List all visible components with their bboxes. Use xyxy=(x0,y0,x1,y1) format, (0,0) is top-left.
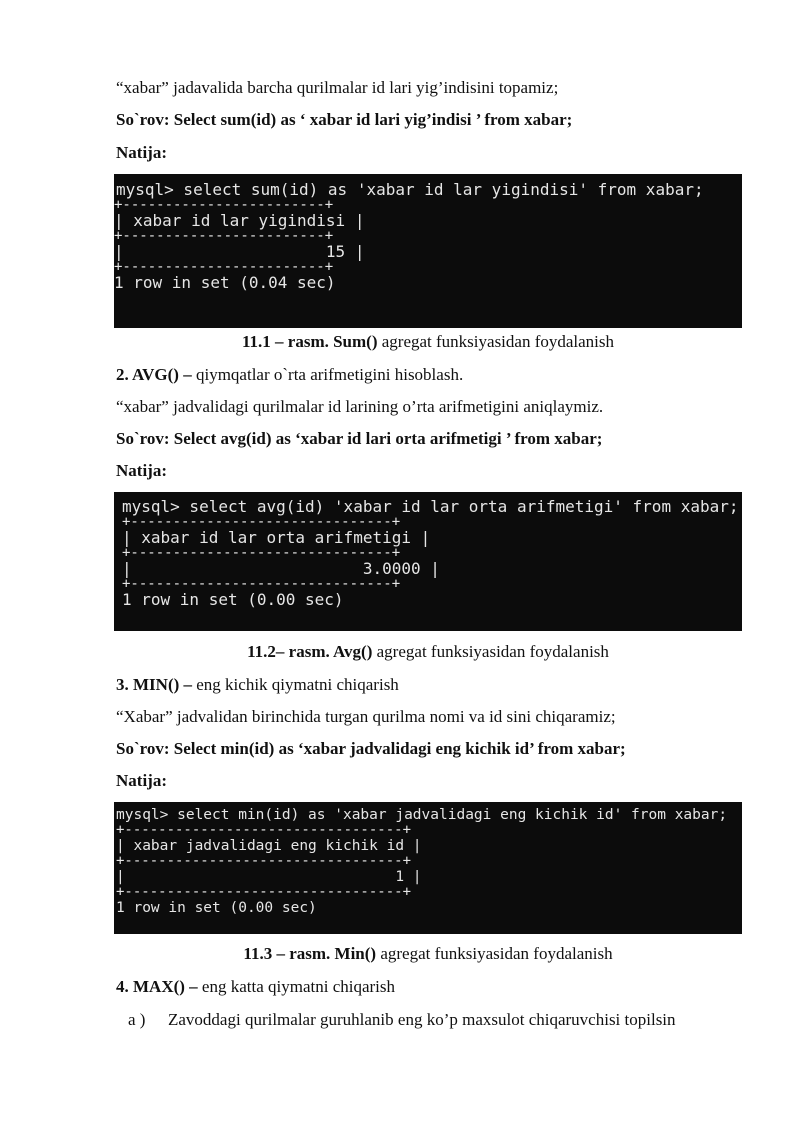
caption-bold: 11.1 – rasm. Sum() xyxy=(241,332,378,351)
terminal-footer: 1 row in set (0.04 sec) xyxy=(114,273,336,292)
heading-rest: eng kichik qiymatni chiqarish xyxy=(192,675,399,694)
figure-caption-2 xyxy=(0,641,800,663)
terminal-screenshot-sum xyxy=(114,174,742,328)
caption-rest: agregat funksiyasidan foydalanish xyxy=(377,332,615,351)
query-text-3: So`rov: Select min(id) as ‘xabar jadvalidagi eng kichik id’ from xabar; xyxy=(116,739,626,758)
list-item-text: Zavoddagi qurilmalar guruhlanib eng ko’p maxsulot chiqaruvchisi topilsin xyxy=(168,1010,676,1029)
terminal-border: +---------------------------------+ xyxy=(116,822,412,838)
terminal-value-row: | 1 | xyxy=(116,869,422,885)
list-item-a xyxy=(128,1009,676,1031)
figure-caption-1 xyxy=(0,331,800,353)
caption-rest: agregat funksiyasidan foydalanish xyxy=(372,642,609,661)
terminal-header: | xabar id lar orta arifmetigi | xyxy=(122,528,431,547)
query-text-1: So`rov: Select sum(id) as ‘ xabar id lari yig’indisi ’ from xabar; xyxy=(116,110,573,129)
terminal-footer: 1 row in set (0.00 sec) xyxy=(122,590,344,609)
result-label-3: Natija: xyxy=(116,771,167,790)
heading-bold: 2. AVG() – xyxy=(116,365,192,384)
terminal-header: | xabar id lar yigindisi | xyxy=(114,211,365,230)
terminal-footer: 1 row in set (0.00 sec) xyxy=(116,900,317,916)
section-heading-4 xyxy=(116,976,395,998)
terminal-header: | xabar jadvalidagi eng kichik id | xyxy=(116,838,422,854)
caption-bold: 11.2– rasm. Avg() xyxy=(247,642,373,661)
terminal-border: +---------------------------------+ xyxy=(116,884,412,900)
terminal-border: +-------------------------------+ xyxy=(122,545,401,561)
terminal-value-row: | 3.0000 | xyxy=(122,559,440,578)
terminal-value-row: | 15 | xyxy=(114,242,365,261)
list-marker: a ) xyxy=(128,1010,146,1029)
section-heading-2 xyxy=(116,364,463,386)
caption-bold: 11.3 – rasm. Min() xyxy=(243,944,377,963)
terminal-screenshot-avg xyxy=(114,492,742,631)
heading-bold: 4. MAX() – xyxy=(116,977,198,996)
terminal-command: mysql> select avg(id) 'xabar id lar orta arifmetigi' from xabar; xyxy=(122,497,739,516)
section-heading-3 xyxy=(116,674,399,696)
terminal-border: +-------------------------------+ xyxy=(122,576,401,592)
query-text-2: So`rov: Select avg(id) as ‘xabar id lari orta arifmetigi ’ from xabar; xyxy=(116,429,603,448)
terminal-border: +---------------------------------+ xyxy=(116,853,412,869)
heading-rest: eng katta qiymatni chiqarish xyxy=(197,977,396,996)
result-label-2: Natija: xyxy=(116,461,167,480)
caption-rest: agregat funksiyasidan foydalanish xyxy=(376,944,613,963)
figure-caption-3 xyxy=(0,943,800,965)
terminal-command: mysql> select sum(id) as 'xabar id lar yigindisi' from xabar; xyxy=(116,180,704,199)
intro-text-1: “xabar” jadavalida barcha qurilmalar id lari yig’indisini topamiz; xyxy=(116,78,559,97)
terminal-command: mysql> select min(id) as 'xabar jadvalidagi eng kichik id' from xabar; xyxy=(116,807,728,823)
heading-rest: qiymqatlar o`rta arifmetigini hisoblash. xyxy=(191,365,464,384)
terminal-border: +------------------------+ xyxy=(114,259,334,275)
terminal-border: +-------------------------------+ xyxy=(122,514,401,530)
terminal-border: +------------------------+ xyxy=(114,197,334,213)
heading-bold: 3. MIN() – xyxy=(116,675,193,694)
result-label-1: Natija: xyxy=(116,143,167,162)
terminal-screenshot-min xyxy=(114,802,742,934)
terminal-border: +------------------------+ xyxy=(114,228,334,244)
intro-text-3: “Xabar” jadvalidan birinchida turgan qurilma nomi va id sini chiqaramiz; xyxy=(116,707,616,726)
intro-text-2: “xabar” jadvalidagi qurilmalar id larining o’rta arifmetigini aniqlaymiz. xyxy=(116,397,604,416)
